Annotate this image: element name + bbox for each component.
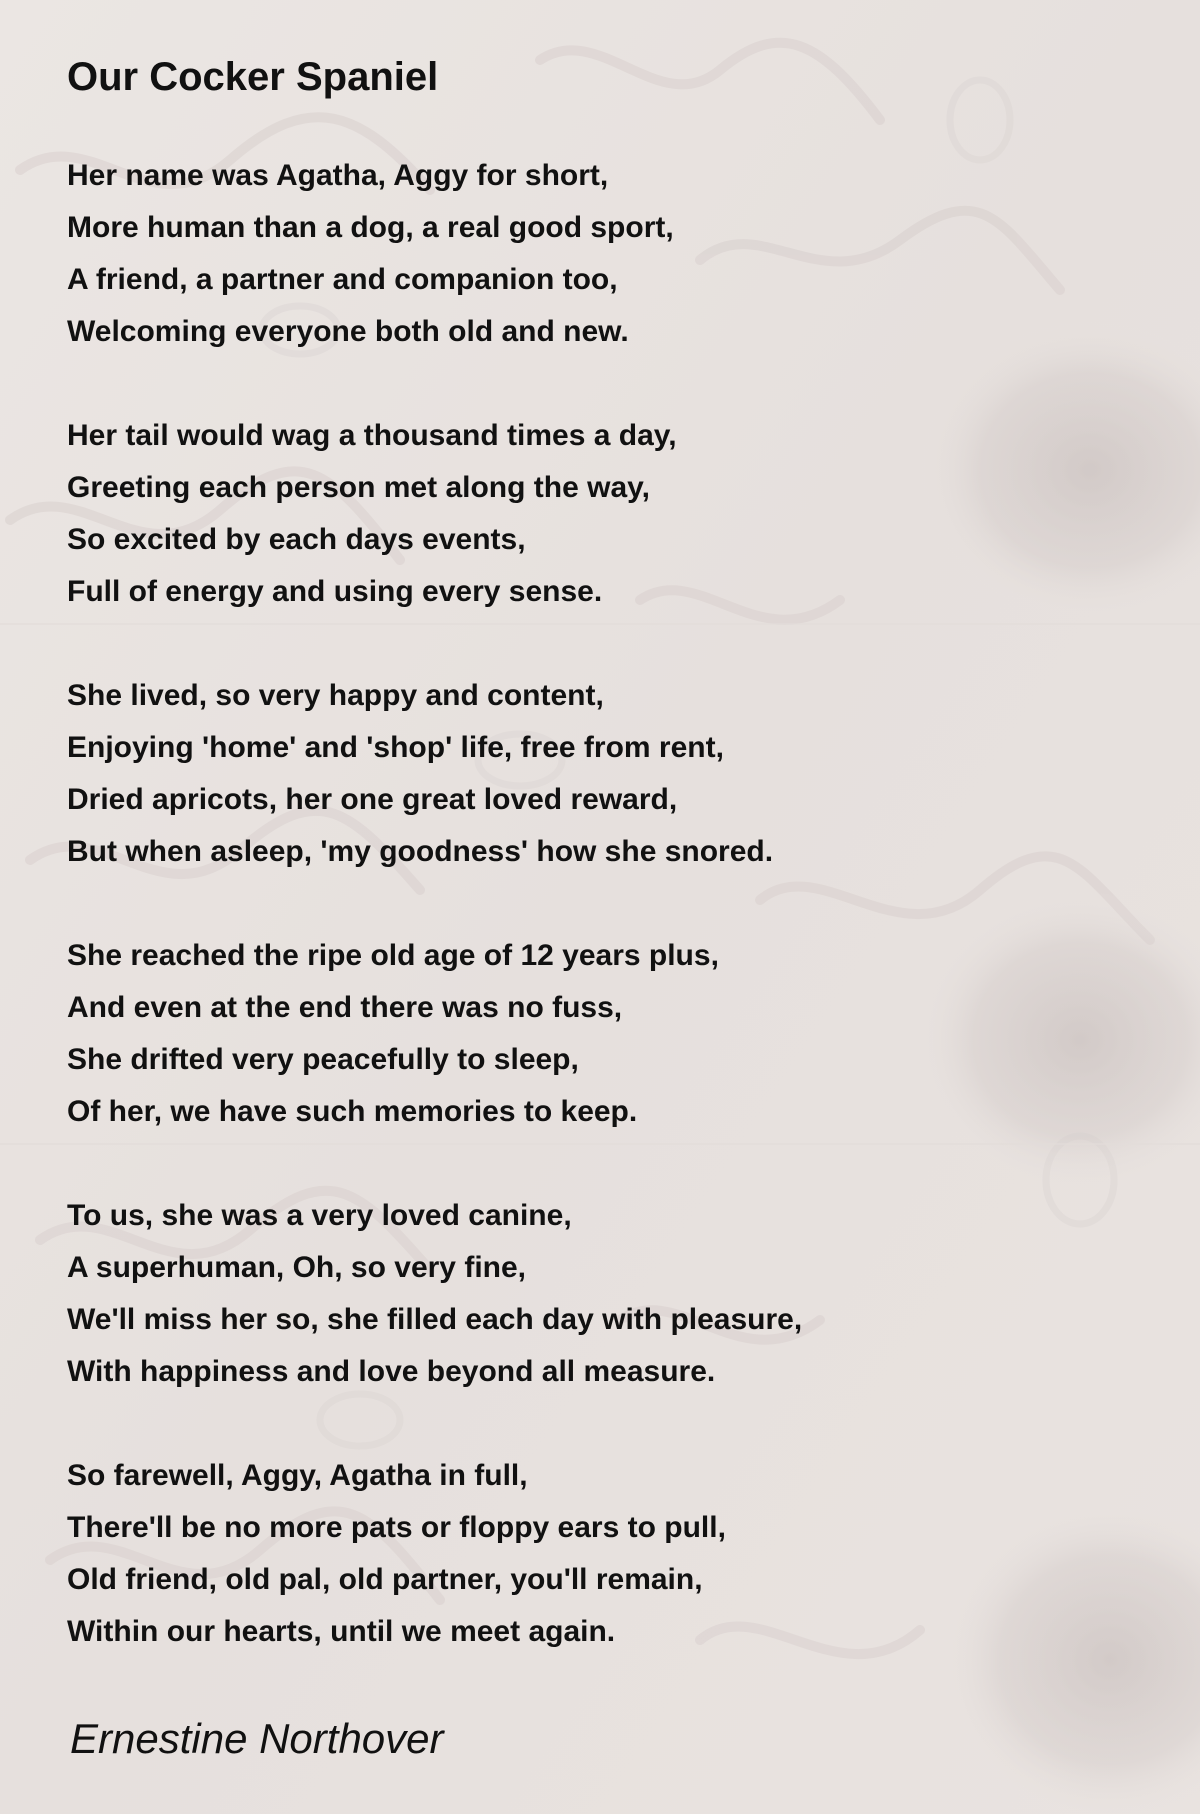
poem-line: Welcoming everyone both old and new. bbox=[67, 315, 629, 348]
poem-line: Full of energy and using every sense. bbox=[67, 575, 603, 608]
poem-line: With happiness and love beyond all measure. bbox=[67, 1355, 716, 1388]
poem-author: Ernestine Northover bbox=[70, 1715, 444, 1762]
poem-line: Her name was Agatha, Aggy for short, bbox=[67, 159, 609, 192]
stanza bbox=[67, 410, 1127, 618]
stanza bbox=[67, 930, 1127, 1138]
stanza bbox=[67, 670, 1127, 878]
poem-line: She lived, so very happy and content, bbox=[67, 679, 604, 712]
poem-line: She reached the ripe old age of 12 years plus, bbox=[67, 939, 719, 972]
poem-line: To us, she was a very loved canine, bbox=[67, 1199, 572, 1232]
poem-line: So farewell, Aggy, Agatha in full, bbox=[67, 1459, 528, 1492]
poem-line: Old friend, old pal, old partner, you'll remain, bbox=[67, 1563, 703, 1596]
poem-line: But when asleep, 'my goodness' how she snored. bbox=[67, 835, 774, 868]
poem-line: And even at the end there was no fuss, bbox=[67, 991, 623, 1024]
stanza bbox=[67, 1450, 1127, 1658]
stanza bbox=[67, 150, 1127, 358]
poem-line: There'll be no more pats or floppy ears to pull, bbox=[67, 1511, 726, 1544]
poem-line: She drifted very peacefully to sleep, bbox=[67, 1043, 579, 1076]
poem-line: Dried apricots, her one great loved reward, bbox=[67, 783, 678, 816]
poem-line: We'll miss her so, she filled each day with pleasure, bbox=[67, 1303, 803, 1336]
poem-line: Of her, we have such memories to keep. bbox=[67, 1095, 638, 1128]
poem-line: Enjoying 'home' and 'shop' life, free from rent, bbox=[67, 731, 724, 764]
poem-line: Greeting each person met along the way, bbox=[67, 471, 650, 504]
poem-line: A friend, a partner and companion too, bbox=[67, 263, 618, 296]
poem-line: Within our hearts, until we meet again. bbox=[67, 1615, 616, 1648]
poem-line: A superhuman, Oh, so very fine, bbox=[67, 1251, 526, 1284]
poem-line: So excited by each days events, bbox=[67, 523, 526, 556]
poem-title: Our Cocker Spaniel bbox=[67, 55, 439, 99]
stanza bbox=[67, 1190, 1127, 1398]
poem-line: More human than a dog, a real good sport, bbox=[67, 211, 674, 244]
poem-line: Her tail would wag a thousand times a day, bbox=[67, 419, 677, 452]
